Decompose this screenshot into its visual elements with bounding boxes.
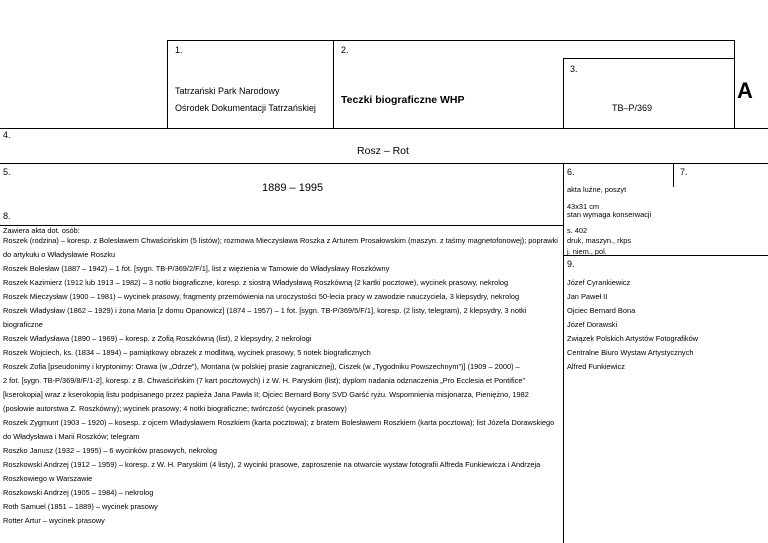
contents-line: Roszkowski Andrzej (1905 – 1984) – nekrolog <box>3 488 154 497</box>
department-name: Ośrodek Dokumentacji Tatrzańskiej <box>175 103 316 113</box>
contents-line: Roszek Mieczysław (1900 – 1981) – wycinek prasowy, fragmenty przemówienia na uroczystości 50-lecia pracy w zawodzie nauczyciela, 3 klepsydry, nekrolog <box>3 292 520 301</box>
physical-line: akta luźne, poszyt <box>567 185 627 194</box>
contents-line: Roszkowski Andrzej (1912 – 1959) – koresp. z W. H. Paryskim (4 listy), 2 wycinki prasowe, zaproszenie na otwarcie wystaw fotografii Alfreda Funkiewicza i Andrzeja <box>3 460 541 469</box>
person-entry: Centralne Biuro Wystaw Artystycznych <box>567 348 694 357</box>
header-right-rule <box>734 40 735 128</box>
contents-line: Rotter Artur – wycinek prasowy <box>3 516 105 525</box>
institution-name: Tatrzański Park Narodowy <box>175 86 280 96</box>
contents-line: do Władysława i Marii Roszków; telegram <box>3 432 140 441</box>
contents-line: Roszkowiego w Warszawie <box>3 474 93 483</box>
physical-line: 43x31 cm <box>567 202 600 211</box>
contents-line: Roszek (rodzina) – koresp. z Bolesławem Chwaścińskim (5 listów); rozmowa Mieczysława Roszka z Arturem Prosałowskim (maszyn. z taśmy magnetofonowej); poprawki <box>3 236 558 245</box>
category-letter: A <box>737 78 753 103</box>
header-top-rule <box>167 40 734 41</box>
contents-line: Roszek Kazimierz (1912 lub 1913 – 1982) – 3 notki biograficzne, koresp. z siostrą Władysławą Roszkówną (2 kartki pocztowe), wycinek prasowy, nekrolog <box>3 278 509 287</box>
field-number-5: 5. <box>3 167 11 177</box>
contents-line: 2 fot. [sygn. TB-P/369/8/F/1-2], koresp. z B. Chwaścińskim (7 kart pocztowych) i z W. H. Paryskim (list); dyplom nadania odznaczenia „Pro Ecclesia et Pontifice” <box>3 376 525 385</box>
header-bottom-rule <box>0 128 768 129</box>
field-number-6: 6. <box>567 167 575 177</box>
field-number-7: 7. <box>680 167 688 177</box>
field-number-4: 4. <box>3 130 11 140</box>
person-entry: Ojciec Bernard Bona <box>567 306 636 315</box>
field-number-2: 2. <box>341 45 349 55</box>
physical-line: j. niem., pol. <box>567 247 607 256</box>
field-5-bottom-rule <box>0 225 563 226</box>
physical-line: druk, maszyn., rkps <box>567 236 632 245</box>
contents-line: Roszek Wojciech, ks. (1834 – 1894) – pamiątkowy obrazek z modlitwą, wycinek prasowy, 5 notek biograficznych <box>3 348 371 357</box>
field-number-3: 3. <box>570 64 578 74</box>
person-entry: Józef Cyrankiewicz <box>567 278 631 287</box>
header-left-rule <box>167 40 168 128</box>
header-divider-2-3 <box>563 58 564 128</box>
field-4-bottom-rule <box>0 163 768 164</box>
field-number-8: 8. <box>3 211 11 221</box>
contents-line: Roszek Władysława (1890 – 1969) – koresp. z Zofią Roszkówną (list), 2 klepsydry, 2 nekrologi <box>3 334 312 343</box>
contents-line: Roszko Janusz (1932 – 1995) – 6 wycinków prasowych, nekrolog <box>3 446 218 455</box>
contents-line: [kserokopia] wraz z kserokopią listu podpisanego przez papieża Jana Pawła II; Ojciec Bernard Bony SVD Garść ryżu. Wspomnienia misjonarza, Pieniężno, 1982 <box>3 390 529 399</box>
contents-line: Roszek Władysław (1862 – 1929) i żona Maria [z domu Opanowicz] (1874 – 1957) – 1 fot. [sygn. TB-P/369/5/F/1], koresp. (2 listy, telegram), 2 klepsydry, 3 notki <box>3 306 527 315</box>
names-range: Rosz – Rot <box>357 145 409 157</box>
collection-title: Teczki biograficzne WHP <box>341 94 465 106</box>
field-number-9: 9. <box>567 259 575 269</box>
contents-line: Roszek Bolesław (1887 – 1942) – 1 fot. [sygn. TB-P/369/2/F/1], list z więzienia w Tarnowie do Władysławy Roszkówny <box>3 264 390 273</box>
contents-line: biograficzne <box>3 320 43 329</box>
person-entry: Alfred Funkiewicz <box>567 362 625 371</box>
contents-line: Roszek Zygmunt (1903 – 1920) – kosesp. z ojcem Władysławem Roszkiem (karta pocztowa); z bratem Bolesławem Roszkiem (karta pocztowa); list Józefa Dorawskiego <box>3 418 555 427</box>
contents-line: Roth Samuel (1851 – 1889) – wycinek prasowy <box>3 502 158 511</box>
header-divider-1-2 <box>333 40 334 128</box>
field-3-top-rule <box>563 58 734 59</box>
person-entry: Jan Paweł II <box>567 292 608 301</box>
contents-line: do artykułu o Władysławie Roszku <box>3 250 116 259</box>
contents-line: Roszek Zofia [pseudonimy i kryptonimy: Orawa (w „Odrze”), Montana (w polskiej prasie zagranicznej), Ciszek (w „Tygodniku Powszechnym”)] (1909 – 2000) – <box>3 362 520 371</box>
field-6-7-divider <box>673 163 674 187</box>
contents-line: (posłowie autorstwa Z. Roszkówny); wycinek prasowy; 4 notki biograficzne; twórczość (wycinek prasowy) <box>3 404 347 413</box>
date-range: 1889 – 1995 <box>262 182 324 194</box>
field-6-left-rule <box>563 163 564 543</box>
contents-heading: Zawiera akta dot. osób: <box>3 226 80 235</box>
physical-line: s. 402 <box>567 226 588 235</box>
person-entry: Józef Dorawski <box>567 320 618 329</box>
person-entry: Związek Polskich Artystów Fotografików <box>567 334 699 343</box>
physical-line: stan wymaga konserwacji <box>567 210 652 219</box>
field-number-1: 1. <box>175 45 183 55</box>
signature: TB–P/369 <box>612 103 653 113</box>
